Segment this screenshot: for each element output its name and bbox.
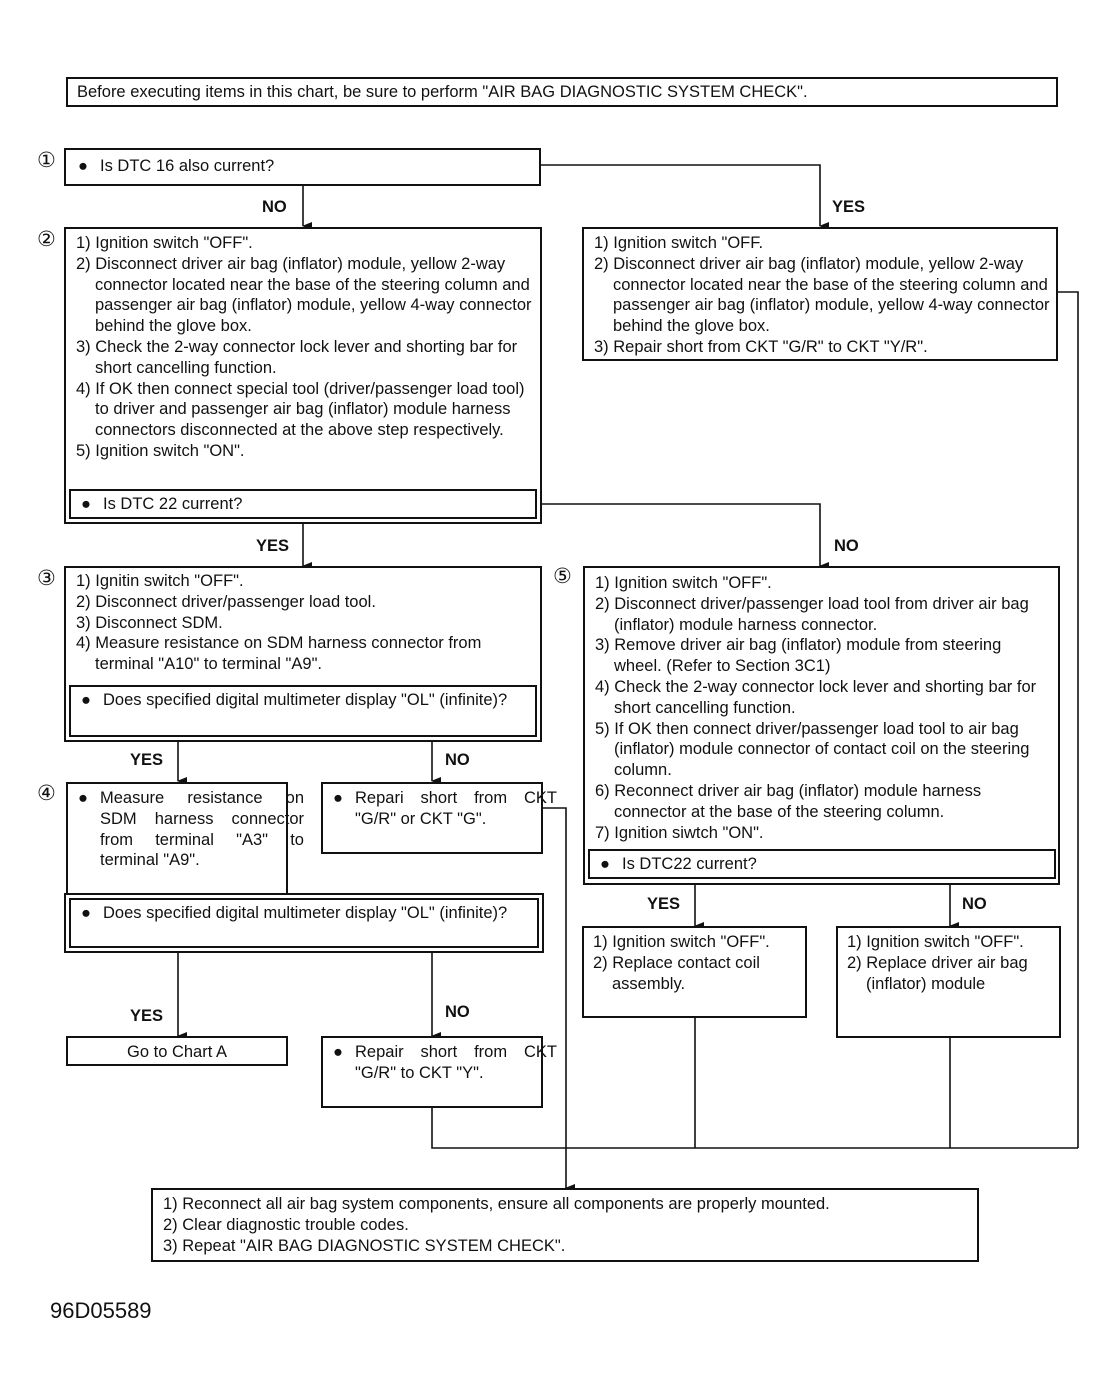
step-5-item: 6) Reconnect driver air bag (inflator) module harness connector at the base of the steering column.	[595, 781, 982, 821]
step-2-item: 2) Disconnect driver air bag (inflator) module, yellow 2-way connector located near the base of the steering column and passenger air bag (inflator) module, yellow 4-way connector behind the glove box.	[76, 254, 532, 336]
step-3-item: 4) Measure resistance on SDM harness connector from terminal "A10" to terminal "A9".	[76, 634, 482, 674]
bullet-icon: ●	[78, 157, 88, 175]
replace-coil-instructions	[593, 932, 799, 994]
label-yes-step5: YES	[647, 895, 681, 913]
step-1-number: ①	[37, 149, 56, 172]
step-1-question-box	[64, 148, 541, 186]
replace-module-box	[836, 926, 1061, 1038]
chart-a-text: Go to Chart A	[127, 1043, 227, 1061]
step-3-item: 1) Ignitin switch "OFF".	[76, 572, 244, 590]
bullet-icon: ●	[81, 495, 91, 513]
precondition-note-text: Before executing items in this chart, be sure to perform "AIR BAG DIAGNOSTIC SYSTEM CHECK".	[77, 83, 808, 101]
step-3-question	[81, 690, 553, 711]
step-3-box	[64, 566, 542, 742]
step-5-item: 7) Ignition siwtch "ON".	[595, 823, 764, 842]
precondition-note	[66, 77, 1058, 107]
step-3-question-text: Does specified digital multimeter display "OL" (infinite)?	[103, 691, 508, 709]
step-5-question-text: Is DTC22 current?	[622, 855, 757, 873]
repair-g-text-content: Repari short from CKT "G/R" or CKT "G".	[355, 789, 557, 828]
step-4-question-inner	[69, 898, 539, 948]
step-4-question-text: Does specified digital multimeter display "OL" (infinite)?	[103, 904, 508, 922]
dtc16-yes-item: 1) Ignition switch "OFF.	[594, 234, 764, 252]
dtc16-yes-box	[582, 227, 1058, 361]
step-3-number: ③	[37, 567, 56, 590]
final-steps-box	[151, 1188, 979, 1262]
step-5-instructions	[595, 573, 1051, 843]
bullet-icon: ●	[81, 904, 91, 922]
step-3-item: 2) Disconnect driver/passenger load tool.	[76, 592, 376, 611]
step-5-number: ⑤	[553, 565, 572, 588]
step-1-question-text: Is DTC 16 also current?	[100, 157, 275, 175]
replace-module-item: 2) Replace driver air bag (inflator) module	[847, 953, 1028, 993]
step-2-number: ②	[37, 228, 56, 251]
repair-y-text	[333, 1042, 557, 1084]
label-yes-step2: YES	[256, 537, 290, 555]
figure-code: 96D05589	[50, 1298, 152, 1323]
replace-module-item: 1) Ignition switch "OFF".	[847, 933, 1024, 951]
dtc16-yes-instructions	[594, 233, 1050, 358]
final-steps-instructions	[163, 1194, 971, 1256]
step-2-item: 3) Check the 2-way connector lock lever and shorting bar for short cancelling function.	[76, 337, 518, 377]
label-no-step5: NO	[962, 895, 987, 913]
step-4-question-box	[64, 893, 544, 953]
step-4-number: ④	[37, 782, 56, 805]
label-yes-step4: YES	[130, 1007, 164, 1025]
step-2-box	[64, 227, 542, 524]
step-5-box	[583, 566, 1060, 885]
chart-a-box	[66, 1036, 288, 1066]
bullet-icon: ●	[333, 789, 343, 807]
step-4-box	[66, 782, 304, 896]
replace-coil-box	[582, 926, 807, 1018]
dtc16-yes-item: 2) Disconnect driver air bag (inflator) module, yellow 2-way connector located near the base of the steering column and passenger air bag (inflator) module, yellow 4-way connector behind the glove box.	[594, 254, 1050, 336]
step-3-question-box	[69, 685, 537, 737]
step-3-item: 3) Disconnect SDM.	[76, 613, 223, 632]
dtc16-yes-item: 3) Repair short from CKT "G/R" to CKT "Y/R".	[594, 337, 928, 356]
label-no-step1: NO	[262, 198, 287, 216]
final-step-item: 2) Clear diagnostic trouble codes.	[163, 1215, 409, 1234]
step-5-item: 2) Disconnect driver/passenger load tool from driver air bag (inflator) module harness connector.	[595, 594, 1029, 634]
step-2-question	[81, 494, 242, 515]
step-5-item: 3) Remove driver air bag (inflator) module from steering wheel. (Refer to Section 3C1)	[595, 636, 1002, 676]
step-5-item: 1) Ignition switch "OFF".	[595, 574, 772, 592]
replace-module-instructions	[847, 932, 1057, 994]
step-1-question	[78, 156, 274, 177]
step-2-item: 4) If OK then connect special tool (driver/passenger load tool) to driver and passenger air bag (inflator) module harness connectors disconnected at the above step respectively.	[76, 379, 525, 440]
label-yes-step1: YES	[832, 198, 866, 216]
step-5-item: 5) If OK then connect driver/passenger load tool to air bag (inflator) module connector of contact coil on the steering column.	[595, 719, 1030, 780]
final-step-item: 3) Repeat "AIR BAG DIAGNOSTIC SYSTEM CHECK".	[163, 1236, 566, 1255]
step-2-question-text: Is DTC 22 current?	[103, 495, 243, 513]
step-4-question	[81, 903, 555, 924]
repair-y-box	[321, 1036, 557, 1108]
bullet-icon: ●	[78, 789, 88, 807]
label-no-step2: NO	[834, 537, 859, 555]
replace-coil-item: 2) Replace contact coil assembly.	[593, 953, 760, 993]
label-no-step3: NO	[445, 751, 470, 769]
final-step-item: 1) Reconnect all air bag system components, ensure all components are properly mounted.	[163, 1195, 830, 1213]
step-3-instructions	[76, 571, 534, 675]
label-yes-step3: YES	[130, 751, 164, 769]
repair-g-box	[321, 782, 557, 854]
replace-coil-item: 1) Ignition switch "OFF".	[593, 933, 770, 951]
bullet-icon: ●	[600, 855, 610, 873]
step-2-question-box	[69, 489, 537, 519]
bullet-icon: ●	[81, 691, 91, 709]
step-5-question-box	[588, 849, 1056, 879]
step-4-text-content: Measure resistance on SDM harness connector from terminal "A3" to terminal "A9".	[100, 789, 304, 870]
repair-g-text	[333, 788, 557, 830]
step-2-instructions	[76, 233, 534, 462]
step-2-item: 1) Ignition switch "OFF".	[76, 234, 253, 252]
step-5-question	[600, 854, 757, 875]
bullet-icon: ●	[333, 1043, 343, 1061]
step-2-item: 5) Ignition switch "ON".	[76, 441, 245, 460]
label-no-step4: NO	[445, 1003, 470, 1021]
step-5-item: 4) Check the 2-way connector lock lever and shorting bar for short cancelling function.	[595, 677, 1037, 717]
step-4-text	[78, 788, 304, 871]
repair-y-text-content: Repair short from CKT "G/R" to CKT "Y".	[355, 1043, 557, 1082]
